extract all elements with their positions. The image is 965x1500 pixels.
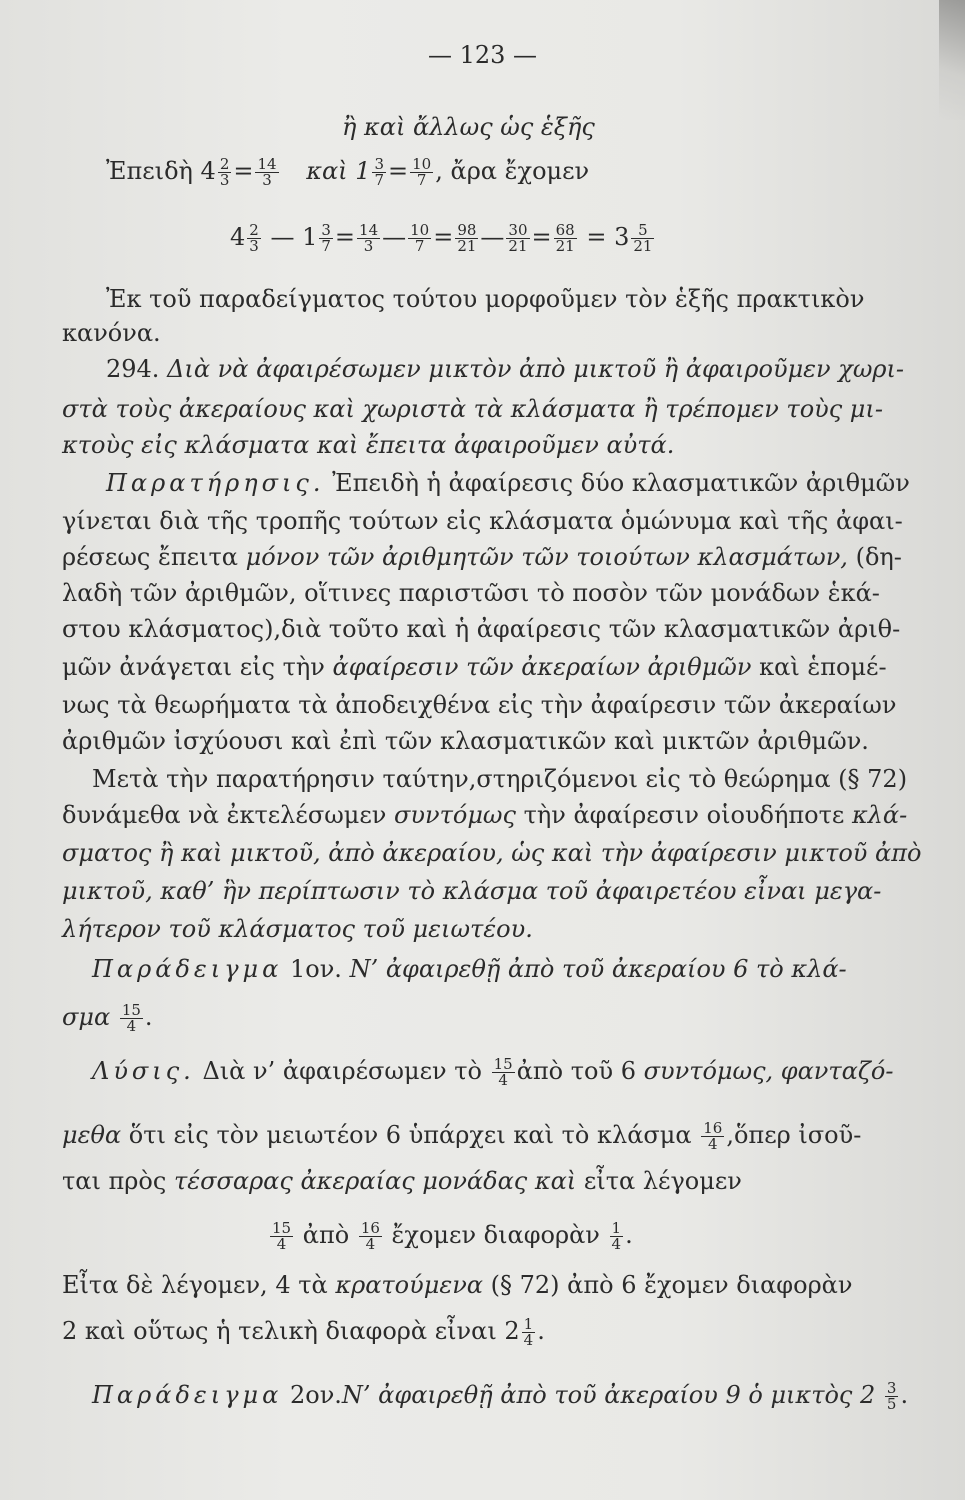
fraction: $\frac{10}{7}$ <box>410 221 430 255</box>
text-run: συντόμως, φανταζό- <box>643 1057 894 1085</box>
text-line: στου κλάσματος),διὰ τοῦτο καὶ ἡ ἀφαίρεσις τῶν κλασματικῶν ἀριθ- <box>62 615 901 643</box>
text-run: (§ 72) ἀπὸ 6 ἔχομεν διαφορὰν <box>490 1271 853 1299</box>
text-run: ἀφαίρεσιν τῶν ἀκεραίων ἀριθμῶν <box>332 653 752 681</box>
text-run: Ν’ ἀφαιρεθῇ ἀπὸ τοῦ ἀκεραίου 9 ὁ μικτὸς 2 <box>341 1381 876 1409</box>
fraction: $\frac{14}{3}$ <box>257 155 277 189</box>
fraction: $\frac{10}{7}$ <box>412 155 432 189</box>
text-line: Μετὰ τὴν παρατήρησιν ταύτην,στηριζόμενοι εἰς τὸ θεώρημα (§ 72) <box>92 765 908 793</box>
equals: = <box>233 157 254 185</box>
text-line <box>106 354 904 384</box>
equals: = <box>531 223 552 251</box>
text-line <box>62 1120 861 1152</box>
heading-example: Παράδειγμα <box>92 1381 283 1409</box>
text-run: κλά- <box>851 801 908 829</box>
text-run: 1ον. <box>289 955 342 983</box>
fraction: $\frac{15}{4}$ <box>121 1001 141 1035</box>
text-line: μικτοῦ, καθ’ ἣν περίπτωσιν τὸ κλάσμα τοῦ ἀφαιρετέου εἶναι μεγα- <box>62 877 882 905</box>
text-run: κρατούμενα <box>335 1271 483 1299</box>
fraction: $\frac{3}{7}$ <box>374 155 385 189</box>
text-line: λαδὴ τῶν ἀριθμῶν, οἵτινες παριστῶσι τὸ ποσὸν τῶν μονάδων ἑκά- <box>62 579 880 607</box>
fraction: $\frac{98}{21}$ <box>457 221 477 255</box>
text-line <box>62 800 907 830</box>
text-run: ται πρὸς <box>62 1167 167 1195</box>
fraction: $\frac{5}{21}$ <box>633 221 653 255</box>
text-run: ρέσεως ἔπειτα <box>62 543 238 571</box>
heading-example: Παράδειγμα <box>92 955 283 983</box>
text-line <box>62 1270 852 1300</box>
text-run: (δη- <box>855 543 902 571</box>
text-run: σμα <box>62 1003 111 1031</box>
text-run: ἔχομεν διαφορὰν <box>391 1221 600 1249</box>
fraction: $\frac{16}{4}$ <box>703 1119 723 1153</box>
text-run: Διὰ ν’ ἀφαιρέσωμεν τὸ <box>202 1057 482 1085</box>
fraction: $\frac{15}{4}$ <box>272 1219 292 1253</box>
minus: — <box>480 223 505 251</box>
text-line <box>92 954 847 984</box>
heading-remark: Παρατήρησις. <box>106 469 325 497</box>
text-line: στὰ τοὺς ἀκεραίους καὶ χωριστὰ τὰ κλάσματα ἢ τρέπομεν τοὺς μι- <box>62 395 883 423</box>
equation-text: καὶ 1 <box>306 157 371 185</box>
fraction: $\frac{1}{4}$ <box>523 1315 534 1349</box>
text-run: ,ὅπερ ἰσοῦ- <box>726 1121 862 1149</box>
text-line: λήτερον τοῦ κλάσματος τοῦ μειωτέου. <box>62 915 533 943</box>
text-line <box>92 1380 908 1412</box>
equation-text: — 1 <box>270 223 318 251</box>
equation-text: , ἄρα ἔχομεν <box>435 157 590 185</box>
equation-line <box>230 222 656 254</box>
text-run: μεθα <box>62 1121 122 1149</box>
fraction: $\frac{30}{21}$ <box>508 221 528 255</box>
fraction: $\frac{15}{4}$ <box>493 1055 513 1089</box>
text-line <box>62 1166 742 1196</box>
text-run: δυνάμεθα νὰ ἐκτελέσωμεν <box>62 801 387 829</box>
text-line <box>62 1002 153 1034</box>
text-run: . <box>144 1003 153 1031</box>
text-run: ἀπὸ τοῦ 6 <box>516 1057 636 1085</box>
equation-line <box>268 1220 633 1252</box>
fraction: $\frac{16}{4}$ <box>360 1219 380 1253</box>
equation-text: 4 <box>230 223 246 251</box>
text-line: ἢ καὶ ἄλλως ὡς ἑξῆς <box>342 113 595 141</box>
section-number: 294. <box>106 355 160 383</box>
text-line <box>106 468 910 498</box>
text-run: εἶτα λέγομεν <box>583 1167 742 1195</box>
text-line: σματος ἢ καὶ μικτοῦ, ἀπὸ ἀκεραίου, ὡς καὶ τὴν ἀφαίρεσιν μικτοῦ ἀπὸ <box>62 839 922 867</box>
text-line <box>62 542 902 572</box>
fraction: $\frac{1}{4}$ <box>611 1219 622 1253</box>
text-run: τέσσαρας ἀκεραίας μονάδας καὶ <box>173 1167 577 1195</box>
text-run: ἀπὸ <box>302 1221 350 1249</box>
text-run: ὅτι εἰς τὸν μειωτέον 6 ὑπάρχει καὶ τὸ κλάσμα <box>128 1121 692 1149</box>
text-run: Εἶτα δὲ λέγομεν, 4 τὰ <box>62 1271 328 1299</box>
text-line: νως τὰ θεωρήματα τὰ ἀποδειχθένα εἰς τὴν ἀφαίρεσιν τῶν ἀκεραίων <box>62 691 897 719</box>
text-line <box>62 652 887 682</box>
heading-solution: Λύσις. <box>92 1057 195 1085</box>
text-run: τὴν ἀφαίρεσιν οἱουδήποτε <box>523 801 845 829</box>
text-run: συντόμως <box>394 801 516 829</box>
minus: — <box>382 223 407 251</box>
text-run: καὶ ἑπομέ- <box>759 653 887 681</box>
text-line <box>92 1056 893 1088</box>
text-run: . <box>537 1317 545 1345</box>
equals: = <box>388 157 409 185</box>
text-line <box>62 1316 545 1348</box>
equation-text: = 3 <box>586 223 630 251</box>
fraction: $\frac{2}{3}$ <box>219 155 230 189</box>
fraction: $\frac{3}{5}$ <box>886 1379 897 1413</box>
fraction: $\frac{14}{3}$ <box>359 221 379 255</box>
text-run: . <box>900 1381 909 1409</box>
equals: = <box>334 223 356 251</box>
text-line: κτοὺς εἰς κλάσματα καὶ ἔπειτα ἀφαιροῦμεν αὐτά. <box>62 431 675 459</box>
text-run: Ἐπειδὴ ἡ ἀφαίρεσις δύο κλασματικῶν ἀριθμῶν <box>332 469 910 497</box>
text-line: κανόνα. <box>62 319 161 347</box>
text-line: γίνεται διὰ τῆς τροπῆς τούτων εἰς κλάσματα ὁμώνυμα καὶ τῆς ἀφαι- <box>62 507 903 535</box>
fraction: $\frac{3}{7}$ <box>321 221 331 255</box>
text-run: . <box>625 1221 633 1249</box>
rule-text: Διὰ νὰ ἀφαιρέσωμεν μικτὸν ἀπὸ μικτοῦ ἢ ἀφαιροῦμεν χωρι- <box>167 355 905 383</box>
fraction: $\frac{2}{3}$ <box>249 221 259 255</box>
page-number: — 123 — <box>427 41 538 69</box>
text-line: ἀριθμῶν ἰσχύουσι καὶ ἐπὶ τῶν κλασματικῶν καὶ μικτῶν ἀριθμῶν. <box>62 727 869 755</box>
text-run: 2 καὶ οὕτως ἡ τελικὴ διαφορὰ εἶναι 2 <box>62 1317 520 1345</box>
text-run: Ν’ ἀφαιρεθῇ ἀπὸ τοῦ ἀκεραίου 6 τὸ κλά- <box>349 955 847 983</box>
text-run: μόνον τῶν ἀριθμητῶν τῶν τοιούτων κλασμάτων, <box>245 543 848 571</box>
equation-text: Ἐπειδὴ 4 <box>106 157 216 185</box>
fraction: $\frac{68}{21}$ <box>555 221 575 255</box>
text-run: μῶν ἀνάγεται εἰς τὴν <box>62 653 325 681</box>
equation-line <box>106 156 589 188</box>
text-run: 2ον. <box>289 1381 342 1409</box>
equals: = <box>433 223 454 251</box>
text-line: Ἐκ τοῦ παραδείγματος τούτου μορφοῦμεν τὸν ἑξῆς πρακτικὸν <box>106 285 865 313</box>
